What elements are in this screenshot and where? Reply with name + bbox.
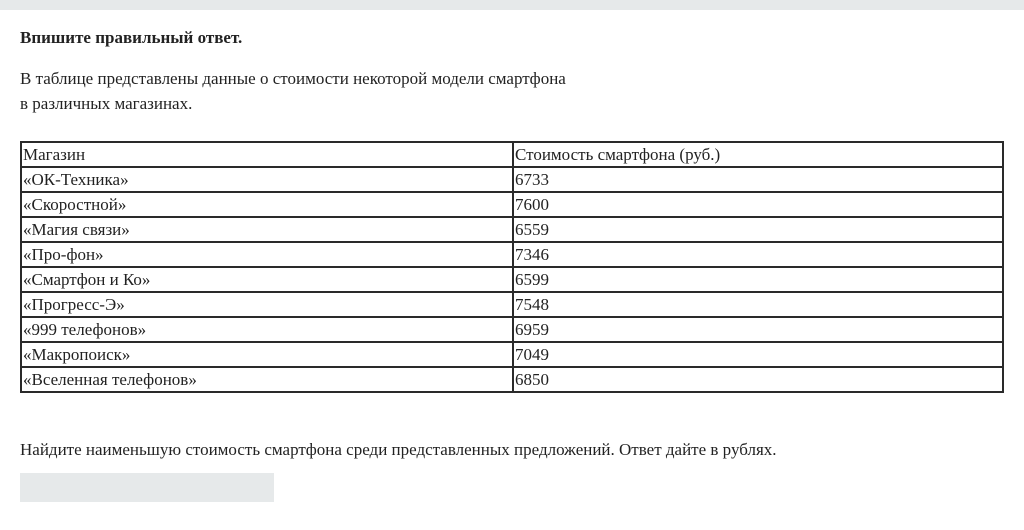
cell-shop: «999 телефонов» — [21, 317, 513, 342]
cell-price: 7049 — [513, 342, 1003, 367]
cell-shop: «Прогресс-Э» — [21, 292, 513, 317]
cell-shop: «Макропоиск» — [21, 342, 513, 367]
price-table — [20, 141, 1004, 393]
table-row — [21, 367, 1003, 392]
cell-price: 7346 — [513, 242, 1003, 267]
cell-shop: «Вселенная телефонов» — [21, 367, 513, 392]
cell-shop: «Магия связи» — [21, 217, 513, 242]
cell-price: 6599 — [513, 267, 1003, 292]
header-shop: Магазин — [21, 142, 513, 167]
table-row — [21, 192, 1003, 217]
table-row — [21, 167, 1003, 192]
cell-price: 7548 — [513, 292, 1003, 317]
cell-shop: «Про-фон» — [21, 242, 513, 267]
table-row — [21, 217, 1003, 242]
cell-price: 6959 — [513, 317, 1003, 342]
task-question: Найдите наименьшую стоимость смартфона среди представленных предложений. Ответ дайте в рублях. — [20, 440, 777, 459]
task-instruction: Впишите правильный ответ. — [20, 28, 243, 47]
table-row — [21, 342, 1003, 367]
table-row — [21, 317, 1003, 342]
top-strip — [0, 0, 1024, 10]
cell-shop: «Скоростной» — [21, 192, 513, 217]
cell-shop: «ОК-Техника» — [21, 167, 513, 192]
cell-price: 6850 — [513, 367, 1003, 392]
answer-input[interactable] — [20, 473, 274, 502]
table-row — [21, 242, 1003, 267]
intro-line: в различных магазинах. — [20, 94, 193, 113]
intro-line: В таблице представлены данные о стоимости некоторой модели смартфона — [20, 69, 566, 88]
cell-price: 7600 — [513, 192, 1003, 217]
cell-price: 6733 — [513, 167, 1003, 192]
table-row — [21, 267, 1003, 292]
table-row — [21, 292, 1003, 317]
table-header-row — [21, 142, 1003, 167]
header-price: Стоимость смартфона (руб.) — [513, 142, 1003, 167]
cell-shop: «Смартфон и Ко» — [21, 267, 513, 292]
task-intro — [20, 66, 720, 116]
cell-price: 6559 — [513, 217, 1003, 242]
